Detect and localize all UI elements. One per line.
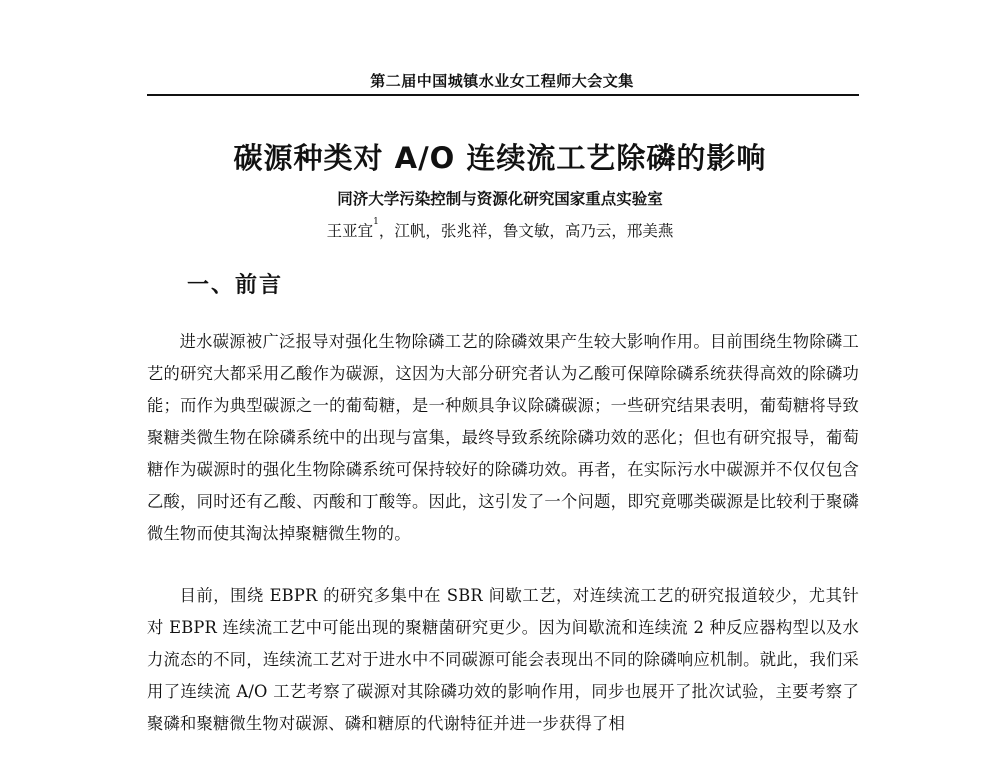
body-paragraph-2: 目前，围绕 EBPR 的研究多集中在 SBR 间歇工艺，对连续流工艺的研究报道较少，尤其针对 EBPR 连续流工艺中可能出现的聚糖菌研究更少。因为间歇流和连续流 2 种反应器构型以及水力流态的不同，连续流工艺对于进水中不同碳源可能会表现出不同的除磷响应机制。就此，我们采用了连续流 A/O 工艺考察了碳源对其除磷功效的影响作用，同步也展开了批次试验，主要考察了聚磷和聚糖微生物对碳源、磷和糖原的代谢特征并进一步获得了相 <box>147 586 859 733</box>
body-paragraph-1: 进水碳源被广泛报导对强化生物除磷工艺的除磷效果产生较大影响作用。目前围绕生物除磷工艺的研究大都采用乙酸作为碳源，这因为大部分研究者认为乙酸可保障除磷系统获得高效的除磷功能；而作为典型碳源之一的葡萄糖，是一种颇具争议除磷碳源；一些研究结果表明，葡萄糖将导致聚糖类微生物在除磷系统中的出现与富集，最终导致系统除磷功效的恶化；但也有研究报导，葡萄糖作为碳源时的强化生物除磷系统可保持较好的除磷功效。再者，在实际污水中碳源并不仅仅包含乙酸，同时还有乙酸、丙酸和丁酸等。因此，这引发了一个问题，即究竟哪类碳源是比较利于聚磷微生物而使其淘汰掉聚糖微生物的。 <box>147 332 859 543</box>
author-list <box>0 219 1000 241</box>
author-footnote-mark: 1 <box>373 217 379 227</box>
first-author: 王亚宜 <box>326 222 374 240</box>
running-header: 第二届中国城镇水业女工程师大会文集 <box>370 72 634 90</box>
paper-title: 碳源种类对 A/O 连续流工艺除磷的影响 <box>233 141 767 175</box>
section-heading: 一、前言 <box>187 273 284 298</box>
co-authors: ，江帆，张兆祥，鲁文敏，高乃云，邢美燕 <box>378 222 674 240</box>
affiliation: 同济大学污染控制与资源化研究国家重点实验室 <box>337 189 663 208</box>
header-rule <box>147 94 859 96</box>
